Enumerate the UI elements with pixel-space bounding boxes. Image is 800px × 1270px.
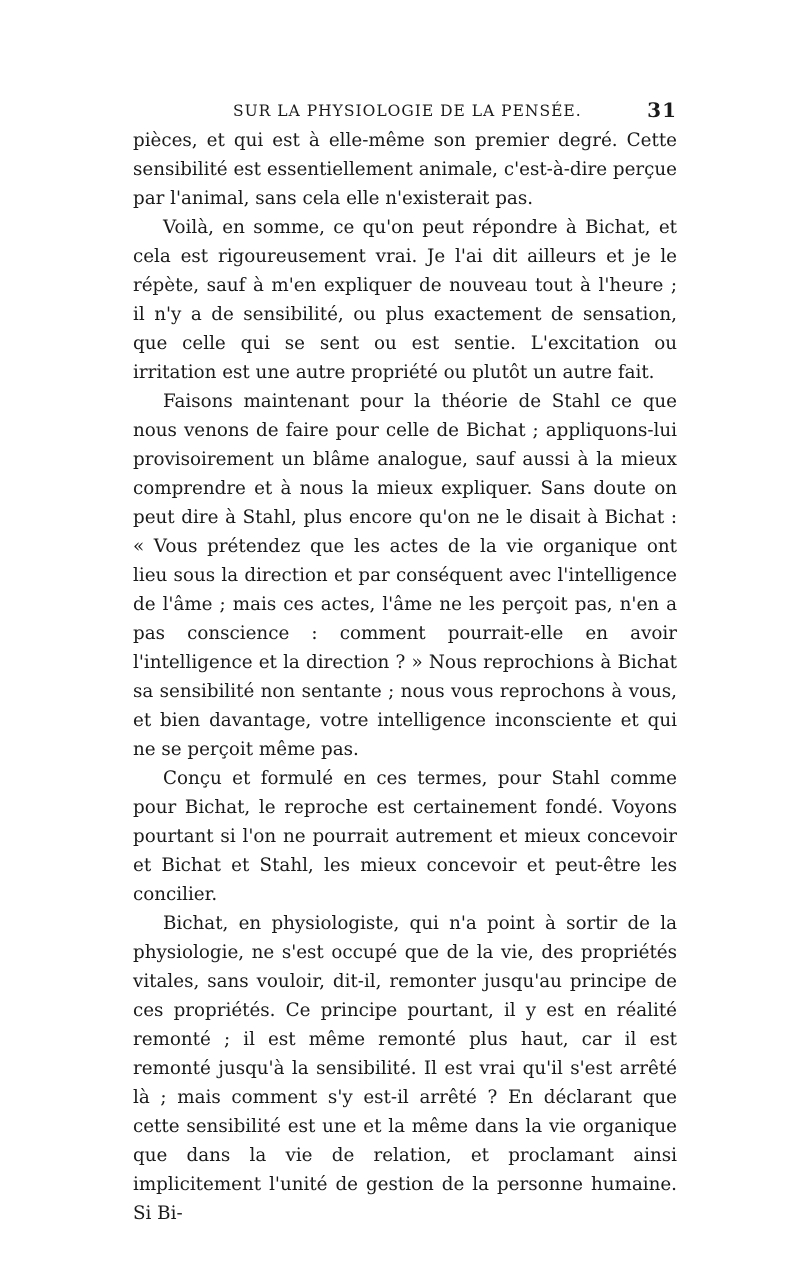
paragraph: Voilà, en somme, ce qu'on peut répondre à Bichat, et cela est rigoureusement vrai. Je l'ai dit ailleurs et je le répète, sauf à m'en expliquer de nouveau tout à l'heure ; il n'y a de sensibilité, ou plus exactement de sensation, que celle qui se sent ou est sentie. L'excitation ou irritation est une autre propriété ou plutôt un autre fait. [133,217,677,383]
body-text [133,126,677,1228]
running-head [133,96,677,126]
paragraph: Conçu et formulé en ces termes, pour Stahl comme pour Bichat, le reproche est certainement fondé. Voyons pourtant si l'on ne pourrait autrement et mieux concevoir et Bichat et Stahl, les mieux concevoir et peut-être les concilier. [133,768,677,905]
paragraph-continuation: pièces, et qui est à elle-même son premier degré. Cette sensibilité est essentiellement animale, c'est-à-dire perçue par l'animal, sans cela elle n'existerait pas. [133,130,677,209]
running-title: SUR LA PHYSIOLOGIE DE LA PENSÉE. [233,102,582,120]
book-page [133,96,677,1228]
paragraph: Faisons maintenant pour la théorie de Stahl ce que nous venons de faire pour celle de Bichat ; appliquons-lui provisoirement un blâme analogue, sauf aussi à la mieux comprendre et à nous la mieux expliquer. Sans doute on peut dire à Stahl, plus encore qu'on ne le disait à Bichat : « Vous prétendez que les actes de la vie organique ont lieu sous la direction et par conséquent avec l'intelligence de l'âme ; mais ces actes, l'âme ne les perçoit pas, n'en a pas conscience : comment pourrait-elle en avoir l'intelligence et la direction ? » Nous reprochions à Bichat sa sensibilité non sentante ; nous vous reprochons à vous, et bien davantage, votre intelligence inconsciente et qui ne se perçoit même pas. [133,391,677,760]
paragraph: Bichat, en physiologiste, qui n'a point à sortir de la physiologie, ne s'est occupé que de la vie, des propriétés vitales, sans vouloir, dit-il, remonter jusqu'au principe de ces propriétés. Ce principe pourtant, il y est en réalité remonté ; il est même remonté plus haut, car il est remonté jusqu'à la sensibilité. Il est vrai qu'il s'est arrêté là ; mais comment s'y est-il arrêté ? En déclarant que cette sensibilité est une et la même dans la vie organique que dans la vie de relation, et proclamant ainsi implicitement l'unité de gestion de la personne humaine. Si Bi- [133,913,677,1224]
page-number: 31 [647,98,677,122]
